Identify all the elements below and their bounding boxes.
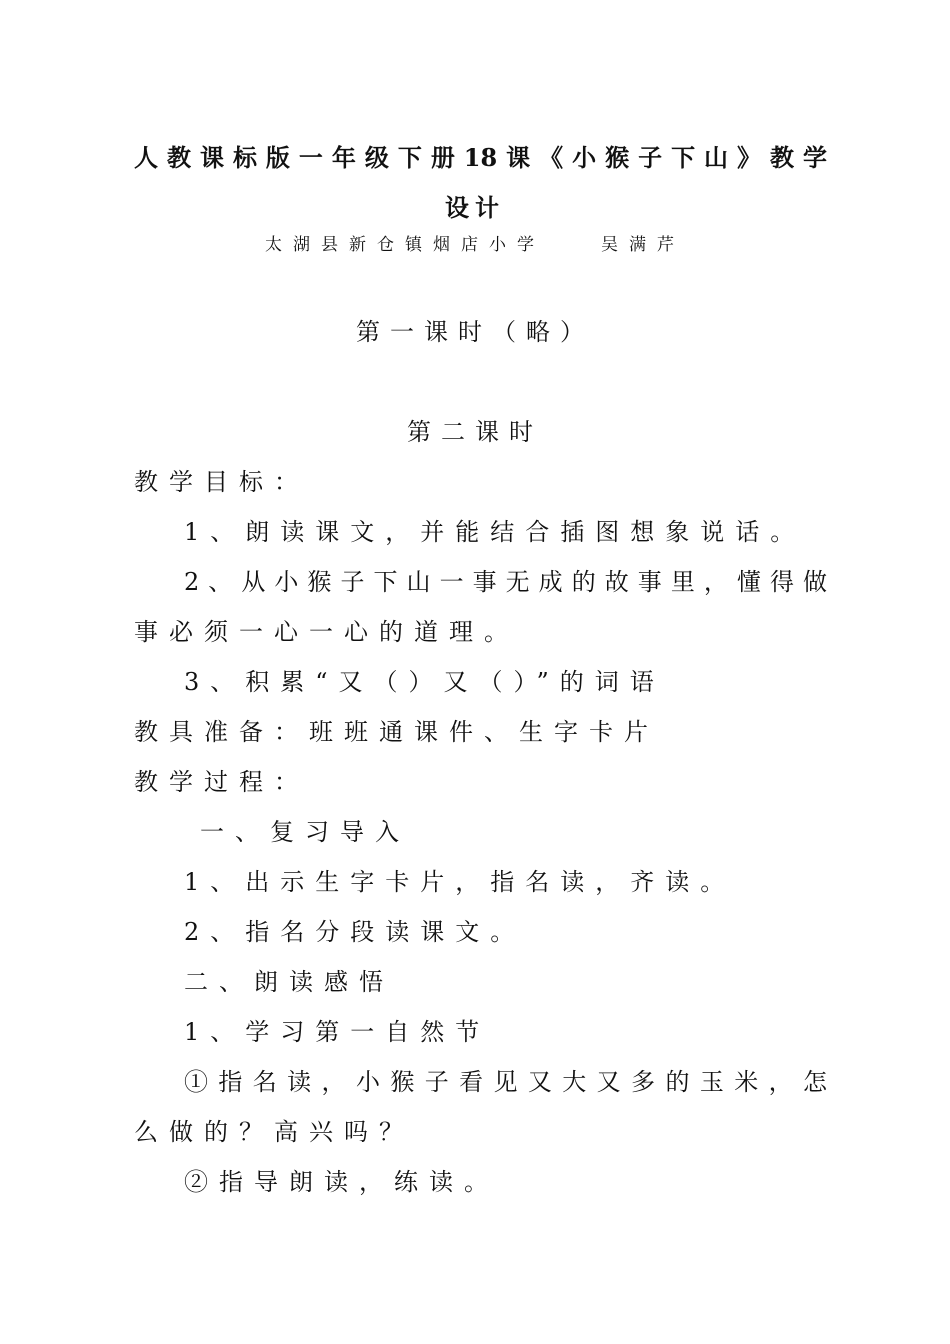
author-line: 太湖县新仓镇烟店小学 吴满芹 xyxy=(265,235,685,255)
lesson-two-heading: 第二课时 xyxy=(407,418,543,446)
objective-1: 1、朗读课文，并能结合插图想象说话。 xyxy=(184,518,806,546)
process-heading: 教学过程： xyxy=(134,768,309,796)
lesson-one-heading: 第一课时（略） xyxy=(356,318,594,346)
step-2-sub-1-line-1: ①指名读，小猴子看见又大又多的玉米，怎 xyxy=(184,1068,827,1096)
teaching-tools: 教具准备：班班通课件、生字卡片 xyxy=(134,718,659,746)
step-1-item-2: 2、指名分段读课文。 xyxy=(184,918,526,946)
document-title-line-1: 人教课标版一年级下册18课《小猴子下山》教学 xyxy=(134,143,827,172)
objectives-heading: 教学目标： xyxy=(134,468,309,496)
document-title-line-2: 设计 xyxy=(445,193,505,222)
objective-2-line-2: 事必须一心一心的道理。 xyxy=(134,618,519,646)
step-1-heading: 一、复习导入 xyxy=(200,818,410,846)
step-2-heading: 二、朗读感悟 xyxy=(184,968,394,996)
objective-3: 3、积累“又（）又（）”的词语 xyxy=(184,668,665,696)
objective-2-line-1: 2、从小猴子下山一事无成的故事里，懂得做 xyxy=(184,568,827,596)
step-1-item-1: 1、出示生字卡片，指名读，齐读。 xyxy=(184,868,736,896)
step-2-sub-2: ②指导朗读，练读。 xyxy=(184,1168,499,1196)
step-2-sub-1-line-2: 么做的？高兴吗？ xyxy=(134,1118,414,1146)
step-2-item-1: 1、学习第一自然节 xyxy=(184,1018,491,1046)
